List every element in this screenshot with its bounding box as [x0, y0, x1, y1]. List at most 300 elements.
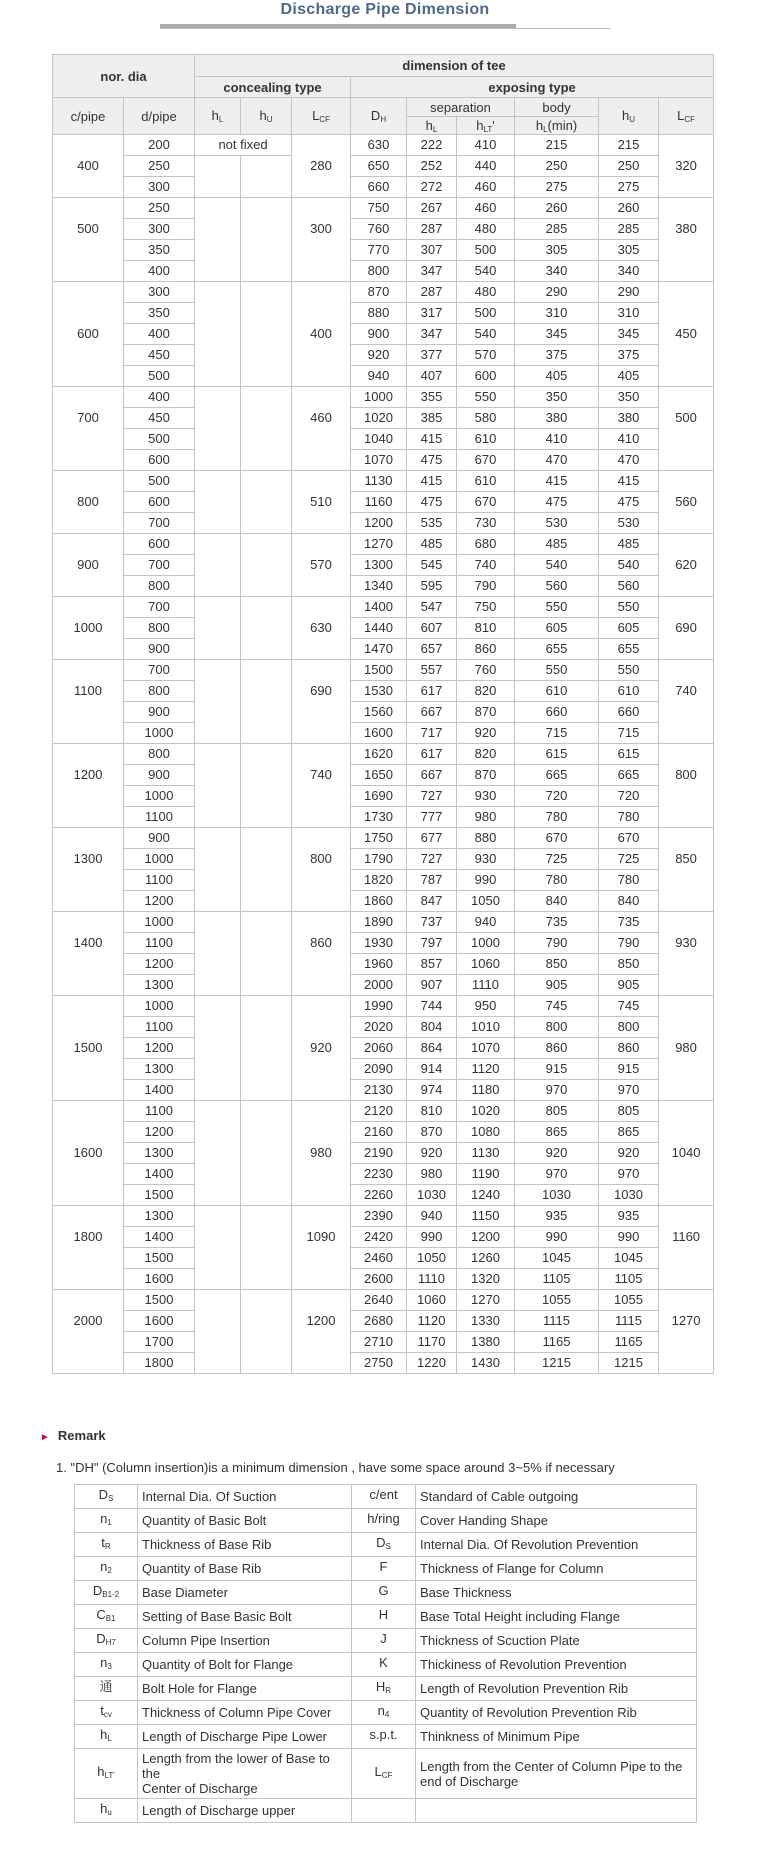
cell-c-pipe: 1200	[53, 765, 124, 786]
cell-c-pipe	[53, 513, 124, 534]
cell-separation-hl: 317	[407, 303, 457, 324]
table-row	[53, 870, 714, 891]
cell-separation-hlt: 820	[457, 681, 515, 702]
legend-symbol: K	[352, 1653, 416, 1677]
cell-lcf	[292, 1164, 351, 1185]
remark-note: 1. "DH" (Column insertion)is a minimum dimension , have some space around 3~5% if necessary	[56, 1460, 615, 1475]
cell-d-pipe: 1500	[124, 1248, 195, 1269]
cell-body-hl: 715	[515, 723, 599, 744]
cell-body-hl: 540	[515, 555, 599, 576]
cell-lcf	[292, 450, 351, 471]
cell-c-pipe	[53, 198, 124, 219]
cell-lcf	[292, 1185, 351, 1206]
cell-lcf	[292, 576, 351, 597]
cell-d-pipe: 1700	[124, 1332, 195, 1353]
cell-exposing-lcf	[659, 1206, 714, 1227]
cell-lcf	[292, 534, 351, 555]
cell-body-hl: 720	[515, 786, 599, 807]
cell-lcf	[292, 198, 351, 219]
cell-c-pipe: 800	[53, 492, 124, 513]
cell-exposing-hu: 275	[599, 177, 659, 198]
cell-dh: 870	[351, 282, 407, 303]
cell-c-pipe	[53, 744, 124, 765]
cell-c-pipe	[53, 912, 124, 933]
cell-body-hl: 935	[515, 1206, 599, 1227]
cell-dh: 1130	[351, 471, 407, 492]
remark-arrow-icon: ►	[40, 1432, 50, 1443]
cell-body-hl: 990	[515, 1227, 599, 1248]
cell-exposing-hu: 1165	[599, 1332, 659, 1353]
cell-lcf	[292, 807, 351, 828]
cell-separation-hl: 595	[407, 576, 457, 597]
cell-lcf	[292, 786, 351, 807]
cell-d-pipe: 800	[124, 618, 195, 639]
cell-separation-hlt: 790	[457, 576, 515, 597]
cell-d-pipe: 300	[124, 219, 195, 240]
cell-c-pipe	[53, 429, 124, 450]
cell-hl	[195, 261, 241, 282]
cell-d-pipe: 1300	[124, 1143, 195, 1164]
table-row	[53, 1164, 714, 1185]
cell-body-hl: 305	[515, 240, 599, 261]
dimension-table	[52, 54, 714, 1374]
cell-body-hl: 970	[515, 1164, 599, 1185]
legend-description: Length of Revolution Prevention Rib	[416, 1677, 697, 1701]
cell-separation-hl: 727	[407, 786, 457, 807]
table-row	[53, 408, 714, 429]
cell-separation-hlt: 1320	[457, 1269, 515, 1290]
table-row	[53, 933, 714, 954]
cell-lcf: 920	[292, 1038, 351, 1059]
cell-c-pipe: 2000	[53, 1311, 124, 1332]
cell-exposing-lcf	[659, 261, 714, 282]
cell-separation-hlt: 1110	[457, 975, 515, 996]
cell-lcf: 300	[292, 219, 351, 240]
cell-hu	[241, 912, 292, 933]
legend-symbol: c/ent	[352, 1485, 416, 1509]
cell-exposing-hu: 340	[599, 261, 659, 282]
cell-d-pipe: 1200	[124, 1122, 195, 1143]
cell-dh: 900	[351, 324, 407, 345]
cell-hl	[195, 198, 241, 219]
cell-separation-hl: 990	[407, 1227, 457, 1248]
cell-d-pipe: 1200	[124, 891, 195, 912]
cell-hu	[241, 681, 292, 702]
cell-c-pipe	[53, 1290, 124, 1311]
table-row	[53, 387, 714, 408]
cell-exposing-lcf: 450	[659, 324, 714, 345]
legend-description: Internal Dia. Of Suction	[138, 1485, 352, 1509]
cell-exposing-hu: 720	[599, 786, 659, 807]
cell-dh: 1730	[351, 807, 407, 828]
cell-hl	[195, 1290, 241, 1311]
cell-body-hl: 415	[515, 471, 599, 492]
cell-hu	[241, 639, 292, 660]
cell-exposing-lcf: 800	[659, 765, 714, 786]
legend-symbol: $h_u$	[75, 1799, 138, 1823]
cell-exposing-hu: 485	[599, 534, 659, 555]
cell-separation-hl: 407	[407, 366, 457, 387]
cell-c-pipe: 1600	[53, 1143, 124, 1164]
cell-c-pipe	[53, 639, 124, 660]
cell-hu	[241, 450, 292, 471]
cell-hl	[195, 1353, 241, 1374]
cell-separation-hlt: 500	[457, 303, 515, 324]
cell-dh: 1620	[351, 744, 407, 765]
cell-separation-hlt: 480	[457, 282, 515, 303]
legend-description: Length of Discharge Pipe Lower	[138, 1725, 352, 1749]
cell-separation-hlt: 460	[457, 198, 515, 219]
cell-hl	[195, 1269, 241, 1290]
legend-description: Quantity of Revolution Prevention Rib	[416, 1701, 697, 1725]
cell-exposing-lcf: 930	[659, 933, 714, 954]
cell-c-pipe	[53, 660, 124, 681]
cell-lcf: 570	[292, 555, 351, 576]
cell-separation-hl: 1060	[407, 1290, 457, 1311]
cell-dh: 760	[351, 219, 407, 240]
cell-body-hl: 1215	[515, 1353, 599, 1374]
cell-separation-hl: 545	[407, 555, 457, 576]
table-row	[53, 702, 714, 723]
cell-exposing-lcf	[659, 1269, 714, 1290]
legend-description	[416, 1799, 697, 1823]
cell-body-hl: 260	[515, 198, 599, 219]
cell-d-pipe: 600	[124, 492, 195, 513]
cell-lcf	[292, 744, 351, 765]
cell-exposing-hu: 935	[599, 1206, 659, 1227]
table-row	[53, 1269, 714, 1290]
cell-dh: 2020	[351, 1017, 407, 1038]
legend-row	[75, 1533, 697, 1557]
cell-c-pipe	[53, 387, 124, 408]
cell-hl	[195, 1080, 241, 1101]
cell-hu	[241, 786, 292, 807]
cell-hl	[195, 723, 241, 744]
cell-exposing-lcf	[659, 1353, 714, 1374]
cell-d-pipe: 1000	[124, 723, 195, 744]
cell-hu	[241, 240, 292, 261]
table-row	[53, 177, 714, 198]
cell-separation-hl: 1110	[407, 1269, 457, 1290]
cell-separation-hlt: 580	[457, 408, 515, 429]
cell-exposing-lcf: 740	[659, 681, 714, 702]
cell-d-pipe: 1300	[124, 1206, 195, 1227]
cell-separation-hl: 737	[407, 912, 457, 933]
cell-hu	[241, 345, 292, 366]
cell-body-hl: 275	[515, 177, 599, 198]
cell-hu	[241, 513, 292, 534]
cell-body-hl: 610	[515, 681, 599, 702]
cell-hu	[241, 1248, 292, 1269]
cell-exposing-lcf: 1040	[659, 1143, 714, 1164]
cell-lcf	[292, 1290, 351, 1311]
cell-separation-hlt: 940	[457, 912, 515, 933]
cell-hu	[241, 261, 292, 282]
cell-d-pipe: 300	[124, 177, 195, 198]
cell-lcf	[292, 1269, 351, 1290]
cell-separation-hlt: 930	[457, 849, 515, 870]
cell-separation-hlt: 1010	[457, 1017, 515, 1038]
cell-exposing-hu: 1105	[599, 1269, 659, 1290]
header-body: body	[515, 98, 599, 117]
cell-lcf	[292, 240, 351, 261]
cell-hl	[195, 828, 241, 849]
cell-exposing-hu: 305	[599, 240, 659, 261]
legend-row	[75, 1725, 697, 1749]
cell-exposing-lcf	[659, 912, 714, 933]
cell-d-pipe: 500	[124, 429, 195, 450]
cell-d-pipe: 1300	[124, 1059, 195, 1080]
legend-symbol	[352, 1799, 416, 1823]
cell-dh: 1600	[351, 723, 407, 744]
cell-hu	[241, 1227, 292, 1248]
cell-exposing-hu: 970	[599, 1164, 659, 1185]
table-row	[53, 303, 714, 324]
cell-c-pipe	[53, 240, 124, 261]
cell-c-pipe	[53, 1185, 124, 1206]
cell-exposing-lcf: 1270	[659, 1311, 714, 1332]
legend-description: Quantity of Bolt for Flange	[138, 1653, 352, 1677]
cell-c-pipe	[53, 1332, 124, 1353]
cell-separation-hl: 617	[407, 681, 457, 702]
cell-hu	[241, 618, 292, 639]
cell-exposing-hu: 530	[599, 513, 659, 534]
cell-hu	[241, 576, 292, 597]
cell-hu	[241, 744, 292, 765]
cell-dh: 650	[351, 156, 407, 177]
cell-separation-hl: 607	[407, 618, 457, 639]
table-row	[53, 1143, 714, 1164]
cell-body-hl: 605	[515, 618, 599, 639]
cell-lcf	[292, 1353, 351, 1374]
cell-hl	[195, 471, 241, 492]
cell-hu	[241, 1059, 292, 1080]
cell-hu	[241, 828, 292, 849]
cell-separation-hl: 475	[407, 492, 457, 513]
cell-separation-hlt: 1180	[457, 1080, 515, 1101]
cell-hl	[195, 786, 241, 807]
header-lcf: $L_{CF}$	[292, 98, 351, 135]
table-row	[53, 345, 714, 366]
cell-separation-hl: 535	[407, 513, 457, 534]
title-underline-rule	[160, 28, 610, 29]
cell-body-hl: 905	[515, 975, 599, 996]
cell-exposing-lcf	[659, 513, 714, 534]
cell-dh: 1040	[351, 429, 407, 450]
cell-exposing-lcf: 560	[659, 492, 714, 513]
cell-exposing-hu: 850	[599, 954, 659, 975]
cell-exposing-lcf	[659, 198, 714, 219]
cell-exposing-hu: 550	[599, 660, 659, 681]
cell-hu	[241, 597, 292, 618]
cell-body-hl: 725	[515, 849, 599, 870]
table-row	[53, 1017, 714, 1038]
cell-exposing-lcf	[659, 1101, 714, 1122]
legend-description: Length from the Center of Column Pipe to the end of Discharge	[416, 1749, 697, 1799]
cell-separation-hl: 847	[407, 891, 457, 912]
cell-exposing-hu: 1215	[599, 1353, 659, 1374]
cell-dh: 880	[351, 303, 407, 324]
table-row	[53, 912, 714, 933]
legend-symbol: $H_R$	[352, 1677, 416, 1701]
cell-d-pipe: 400	[124, 261, 195, 282]
legend-row	[75, 1509, 697, 1533]
table-row	[53, 1206, 714, 1227]
cell-exposing-hu: 345	[599, 324, 659, 345]
cell-hu	[241, 324, 292, 345]
cell-separation-hl: 717	[407, 723, 457, 744]
cell-hl	[195, 849, 241, 870]
cell-separation-hlt: 950	[457, 996, 515, 1017]
cell-hu	[241, 366, 292, 387]
cell-hu	[241, 933, 292, 954]
cell-lcf	[292, 366, 351, 387]
table-row	[53, 1038, 714, 1059]
cell-exposing-hu: 375	[599, 345, 659, 366]
cell-dh: 2190	[351, 1143, 407, 1164]
cell-body-hl: 615	[515, 744, 599, 765]
cell-separation-hlt: 730	[457, 513, 515, 534]
cell-separation-hlt: 820	[457, 744, 515, 765]
legend-symbol: J	[352, 1629, 416, 1653]
cell-lcf	[292, 1206, 351, 1227]
legend-description: Thickness of Scuction Plate	[416, 1629, 697, 1653]
table-row	[53, 660, 714, 681]
legend-symbol: $h_L$	[75, 1725, 138, 1749]
cell-exposing-lcf	[659, 744, 714, 765]
cell-d-pipe: 250	[124, 156, 195, 177]
legend-symbol: $n_3$	[75, 1653, 138, 1677]
cell-d-pipe: 600	[124, 450, 195, 471]
header-c-pipe: c/pipe	[53, 98, 124, 135]
cell-hl	[195, 618, 241, 639]
cell-exposing-hu: 990	[599, 1227, 659, 1248]
cell-hu	[241, 996, 292, 1017]
cell-body-hl: 345	[515, 324, 599, 345]
cell-hu	[241, 891, 292, 912]
cell-separation-hl: 777	[407, 807, 457, 828]
cell-exposing-hu: 660	[599, 702, 659, 723]
cell-body-hl: 290	[515, 282, 599, 303]
table-row	[53, 1332, 714, 1353]
cell-hu	[241, 1101, 292, 1122]
cell-hl	[195, 240, 241, 261]
cell-hu	[241, 534, 292, 555]
cell-separation-hlt: 1130	[457, 1143, 515, 1164]
cell-separation-hl: 657	[407, 639, 457, 660]
cell-body-hl: 375	[515, 345, 599, 366]
cell-body-hl: 800	[515, 1017, 599, 1038]
cell-dh: 1960	[351, 954, 407, 975]
cell-hl	[195, 1206, 241, 1227]
cell-exposing-lcf	[659, 1059, 714, 1080]
cell-exposing-lcf	[659, 828, 714, 849]
cell-lcf	[292, 429, 351, 450]
cell-lcf	[292, 828, 351, 849]
legend-row	[75, 1799, 697, 1823]
cell-hu	[241, 765, 292, 786]
cell-separation-hlt: 680	[457, 534, 515, 555]
cell-dh: 2060	[351, 1038, 407, 1059]
cell-dh: 1470	[351, 639, 407, 660]
cell-separation-hlt: 980	[457, 807, 515, 828]
cell-exposing-lcf	[659, 954, 714, 975]
cell-hu	[241, 1332, 292, 1353]
cell-body-hl: 380	[515, 408, 599, 429]
cell-separation-hl: 557	[407, 660, 457, 681]
legend-symbol: $h_{LT'}$	[75, 1749, 138, 1799]
header-concealing-type: concealing type	[195, 77, 351, 98]
cell-body-hl: 865	[515, 1122, 599, 1143]
cell-hl	[195, 429, 241, 450]
cell-lcf	[292, 891, 351, 912]
legend-symbol: $n_2$	[75, 1557, 138, 1581]
cell-dh: 2390	[351, 1206, 407, 1227]
cell-dh: 2640	[351, 1290, 407, 1311]
cell-separation-hlt: 600	[457, 366, 515, 387]
cell-c-pipe	[53, 303, 124, 324]
cell-d-pipe: 1000	[124, 912, 195, 933]
table-row	[53, 1185, 714, 1206]
cell-dh: 770	[351, 240, 407, 261]
header-hu: $h_U$	[241, 98, 292, 135]
cell-exposing-lcf	[659, 891, 714, 912]
cell-separation-hlt: 860	[457, 639, 515, 660]
cell-d-pipe: 350	[124, 303, 195, 324]
cell-separation-hlt: 1240	[457, 1185, 515, 1206]
cell-exposing-hu: 290	[599, 282, 659, 303]
legend-description: Standard of Cable outgoing	[416, 1485, 697, 1509]
cell-hu	[241, 1353, 292, 1374]
cell-dh: 2600	[351, 1269, 407, 1290]
legend-description: Thickness of Column Pipe Cover	[138, 1701, 352, 1725]
cell-c-pipe	[53, 471, 124, 492]
cell-d-pipe: 700	[124, 513, 195, 534]
legend-symbol: $n_1$	[75, 1509, 138, 1533]
cell-separation-hl: 864	[407, 1038, 457, 1059]
cell-separation-hlt: 540	[457, 324, 515, 345]
cell-lcf	[292, 639, 351, 660]
legend-description: Thickness of Base Rib	[138, 1533, 352, 1557]
cell-dh: 630	[351, 135, 407, 156]
cell-separation-hl: 974	[407, 1080, 457, 1101]
cell-c-pipe: 900	[53, 555, 124, 576]
cell-d-pipe: 1000	[124, 786, 195, 807]
cell-separation-hlt: 1260	[457, 1248, 515, 1269]
cell-hl	[195, 1248, 241, 1269]
cell-lcf: 800	[292, 849, 351, 870]
cell-c-pipe	[53, 954, 124, 975]
cell-exposing-lcf	[659, 702, 714, 723]
cell-separation-hl: 980	[407, 1164, 457, 1185]
cell-exposing-hu: 920	[599, 1143, 659, 1164]
cell-separation-hl: 1220	[407, 1353, 457, 1374]
cell-c-pipe	[53, 1101, 124, 1122]
cell-hu	[241, 1143, 292, 1164]
cell-separation-hlt: 1380	[457, 1332, 515, 1353]
cell-c-pipe: 1000	[53, 618, 124, 639]
cell-c-pipe: 1500	[53, 1038, 124, 1059]
page-title: Discharge Pipe Dimension	[280, 1, 490, 18]
cell-separation-hl: 475	[407, 450, 457, 471]
cell-body-hl: 1165	[515, 1332, 599, 1353]
cell-lcf	[292, 135, 351, 156]
cell-separation-hl: 617	[407, 744, 457, 765]
table-row	[53, 597, 714, 618]
cell-d-pipe: 1500	[124, 1185, 195, 1206]
cell-hl	[195, 639, 241, 660]
cell-c-pipe	[53, 177, 124, 198]
